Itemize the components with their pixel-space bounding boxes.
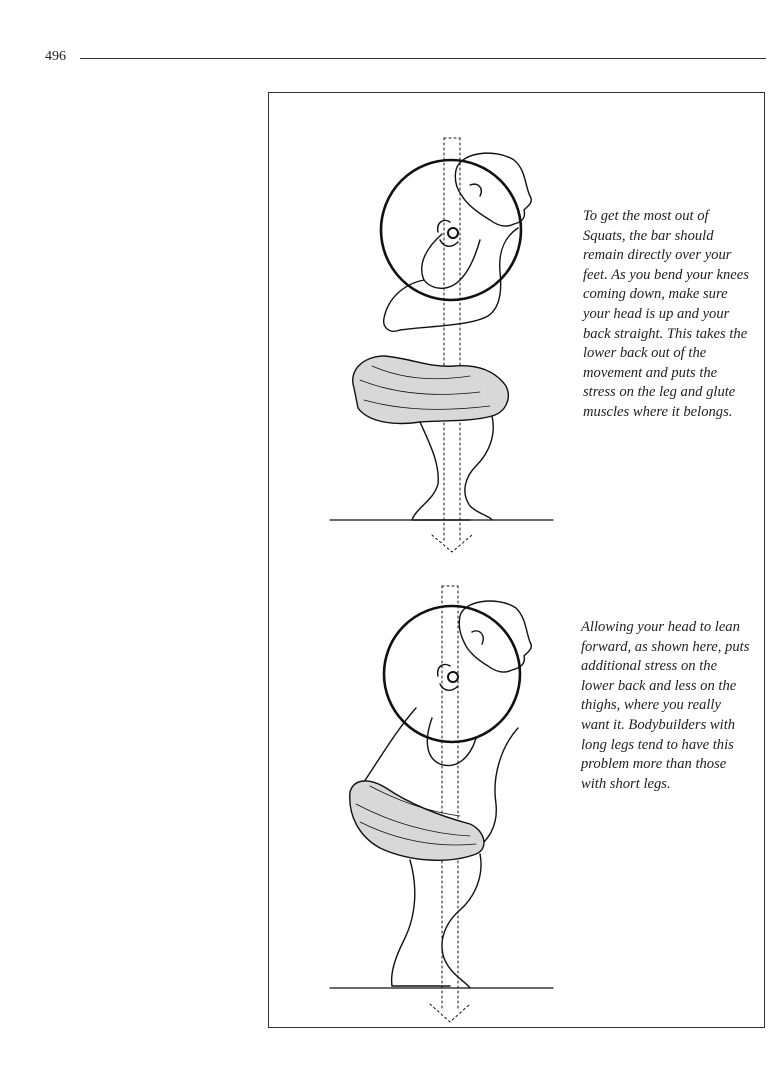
barbell-collar: [448, 228, 458, 238]
vertical-guide-line: [430, 586, 470, 1022]
incorrect-squat-illustration: [320, 578, 560, 1028]
torso: [384, 228, 518, 331]
barbell-collar: [448, 672, 458, 682]
legs: [412, 416, 493, 520]
caption-correct-form: To get the most out of Squats, the bar should remain directly over your feet. As you bend your knees coming down, make sure your head is up and your back straight. This takes the lower back out of the movement and puts the stress on the leg and glute muscles where it belongs.: [583, 208, 749, 420]
vertical-guide-line: [432, 138, 472, 552]
glutes: [353, 356, 509, 423]
correct-squat-illustration: [320, 130, 560, 560]
header-rule: [80, 58, 766, 59]
page-number: 496: [45, 49, 66, 64]
legs: [392, 854, 481, 988]
glutes: [350, 781, 484, 860]
head: [459, 601, 531, 672]
caption-incorrect-form: Allowing your head to lean forward, as shown here, puts additional stress on the lower back and less on the thighs, where you really want it. Bodybuilders with long legs tend to have this problem more than those with short legs.: [581, 619, 750, 792]
